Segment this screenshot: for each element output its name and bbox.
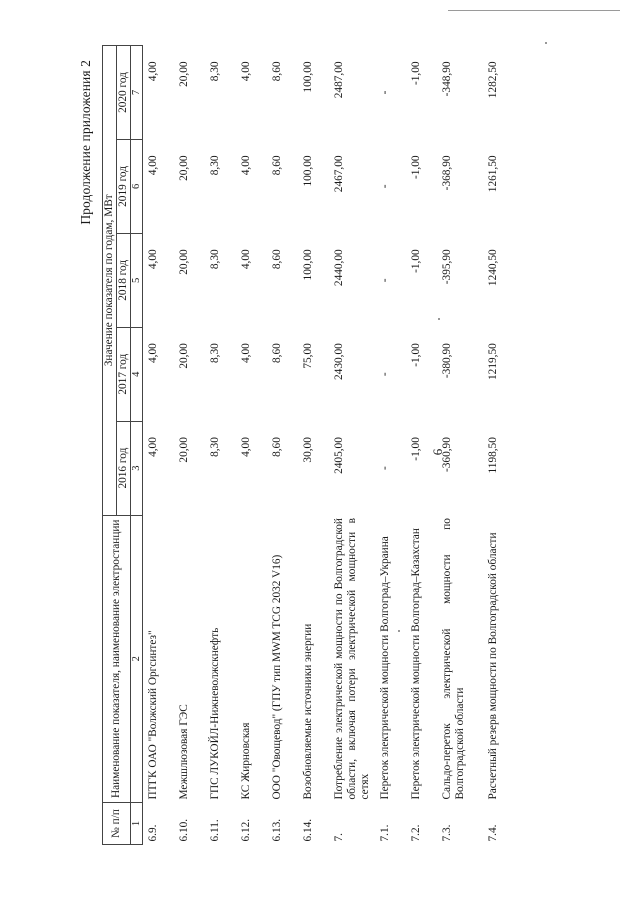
- cell-value: 1240,50: [487, 249, 499, 287]
- cell-value: -1,00: [410, 155, 422, 180]
- cell-value: 1198,50: [487, 437, 499, 474]
- cell-value: 20,00: [178, 61, 190, 87]
- row-name: ГПС ЛУКОЙЛ-Нижневолжскнефть: [209, 627, 221, 800]
- cell-value: 8,30: [209, 437, 221, 457]
- rotated-page-content: [50, 20, 630, 880]
- cell-value: -395,90: [441, 249, 453, 285]
- cell-value: -: [379, 184, 391, 189]
- header-col-number: 4: [131, 327, 143, 421]
- cell-value: 8,60: [271, 61, 283, 82]
- header-col-number: 5: [131, 233, 143, 327]
- row-name: ООО "Овощевод" (ГПУ тип MWM TCG 2032 V16): [271, 554, 283, 800]
- cell-value: 20,00: [178, 249, 190, 275]
- cell-value: 30,00: [302, 437, 314, 463]
- header-col-number: 7: [131, 46, 143, 140]
- cell-value: 75,00: [302, 343, 314, 369]
- cell-value: 8,60: [271, 343, 283, 364]
- cell-value: 8,30: [209, 249, 221, 270]
- cell-value: 20,00: [178, 155, 190, 181]
- cell-value: 1282,50: [487, 61, 499, 99]
- cell-value: 1219,50: [487, 343, 499, 380]
- page-number: 6: [430, 448, 445, 456]
- cell-value: -1,00: [410, 437, 422, 461]
- cell-value: -1,00: [410, 343, 422, 367]
- row-name: КС Жирновская: [240, 722, 252, 800]
- cell-value: 4,00: [147, 61, 159, 82]
- header-col-number: 3: [131, 421, 143, 515]
- row-number: 6.11.: [209, 819, 221, 842]
- cell-value: 4,00: [147, 249, 159, 270]
- cell-value: -: [379, 90, 391, 95]
- cell-value: -368,90: [441, 155, 453, 191]
- table-row: [205, 46, 236, 845]
- table-row: [437, 46, 483, 845]
- row-number: 7.4.: [487, 824, 499, 842]
- table-row: [483, 46, 514, 845]
- cell-value: -: [379, 466, 391, 470]
- row-number: 6.9.: [147, 824, 159, 842]
- row-name: Расчетный резерв мощности по Волгоградской области: [487, 532, 499, 800]
- header-col-number: 2: [131, 515, 143, 803]
- continuation-caption: Продолжение приложения 2: [78, 60, 93, 225]
- row-name: ПТГК ОАО "Волжский Оргсинтез": [147, 630, 159, 800]
- cell-value: 2440,00: [333, 249, 345, 287]
- row-number: 7.1.: [379, 824, 391, 842]
- row-number: 7.: [333, 833, 345, 842]
- cell-value: 100,00: [302, 61, 314, 93]
- scan-edge-line: [448, 10, 620, 11]
- cell-value: 4,00: [240, 249, 252, 270]
- table-row: [267, 46, 298, 845]
- cell-value: 20,00: [178, 343, 190, 369]
- cell-value: 100,00: [302, 155, 314, 187]
- table-row: [298, 46, 329, 845]
- row-number: 6.14.: [302, 818, 314, 842]
- power-balance-table: [102, 45, 514, 845]
- row-name: Потребление электрической мощности по Волгоградской области, включая потери электрической мощности в сетях: [333, 518, 371, 800]
- row-number: 7.3.: [441, 824, 453, 842]
- cell-value: 8,60: [271, 437, 283, 457]
- cell-value: 4,00: [240, 61, 252, 82]
- header-year: 2020 год: [117, 46, 131, 140]
- cell-value: 4,00: [147, 343, 159, 364]
- row-number: 7.2.: [410, 824, 422, 842]
- cell-value: -: [379, 278, 391, 283]
- row-name: Межшлюзовая ГЭС: [178, 704, 190, 800]
- row-number: 6.10.: [178, 818, 190, 842]
- header-col-number: 1: [131, 803, 143, 845]
- table-row: [174, 46, 205, 845]
- cell-value: 4,00: [240, 155, 252, 176]
- cell-value: 4,00: [147, 437, 159, 457]
- cell-value: 2405,00: [333, 437, 345, 474]
- cell-value: 8,60: [271, 155, 283, 176]
- table-row: [375, 46, 406, 845]
- cell-value: -: [379, 372, 391, 377]
- cell-value: 2430,00: [333, 343, 345, 380]
- cell-value: -348,90: [441, 61, 453, 97]
- row-name: Переток электрической мощности Волгоград–Казахстан: [410, 528, 422, 800]
- cell-value: -1,00: [410, 61, 422, 86]
- header-col-number: 6: [131, 139, 143, 233]
- row-name: Переток электрической мощности Волгоград–Украина: [379, 536, 391, 800]
- cell-value: -1,00: [410, 249, 422, 273]
- cell-value: 4,00: [240, 343, 252, 364]
- cell-value: 2487,00: [333, 61, 345, 99]
- cell-value: 4,00: [240, 437, 252, 457]
- cell-value: 4,00: [147, 155, 159, 176]
- header-year: 2018 год: [117, 233, 131, 327]
- cell-value: 20,00: [178, 437, 190, 463]
- row-name: Возобновляемые источники энергии: [302, 623, 314, 800]
- table-row: [143, 46, 175, 845]
- cell-value: 2467,00: [333, 155, 345, 193]
- header-year: 2016 год: [117, 421, 131, 515]
- header-no: № п/п: [103, 803, 131, 845]
- cell-value: 1261,50: [487, 155, 499, 193]
- header-values-group: Значение показателя по годам, МВт: [103, 46, 117, 516]
- table-row: [329, 46, 375, 845]
- header-name: Наименование показателя, наименование электростанции: [103, 515, 131, 803]
- table-row: [406, 46, 437, 845]
- row-name: Сальдо-переток электрической мощности по Волгоградской области: [441, 518, 466, 800]
- cell-value: 8,30: [209, 155, 221, 176]
- cell-value: -360,90: [441, 437, 453, 472]
- header-year: 2019 год: [117, 139, 131, 233]
- table-row: [236, 46, 267, 845]
- cell-value: -380,90: [441, 343, 453, 379]
- row-number: 6.12.: [240, 818, 252, 842]
- cell-value: 8,30: [209, 61, 221, 82]
- cell-value: 8,30: [209, 343, 221, 364]
- cell-value: 8,60: [271, 249, 283, 270]
- cell-value: 100,00: [302, 249, 314, 281]
- row-number: 6.13.: [271, 818, 283, 842]
- header-year: 2017 год: [117, 327, 131, 421]
